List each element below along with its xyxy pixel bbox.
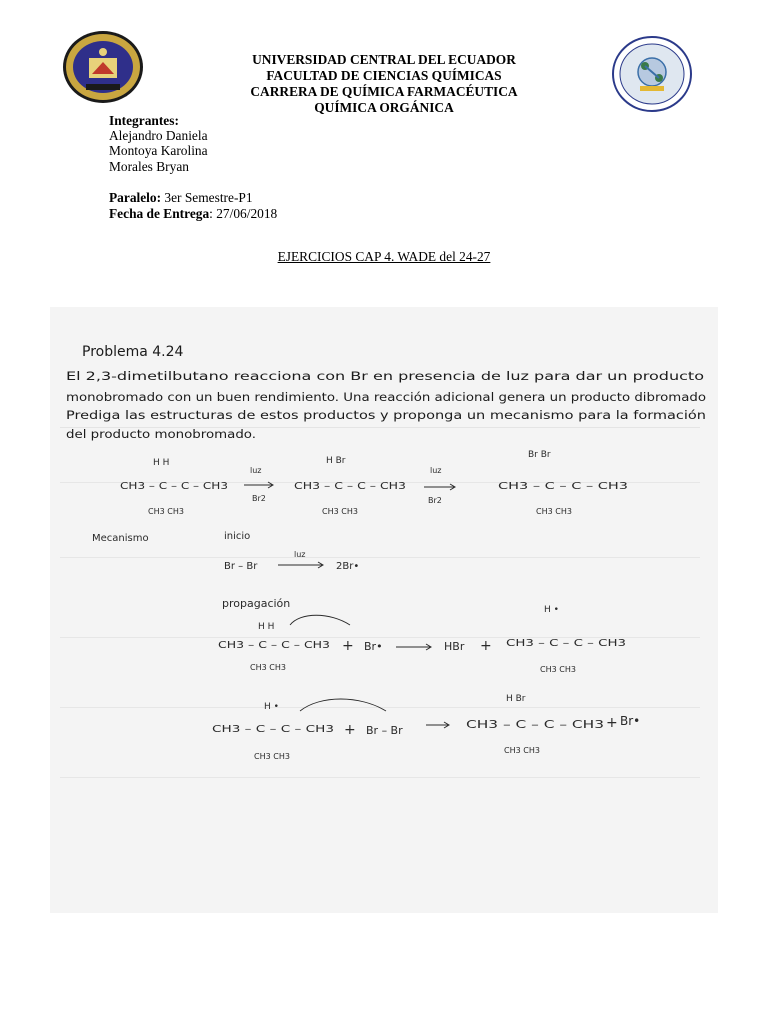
fecha-value: : 27/06/2018 <box>209 205 278 221</box>
substituent-label: CH3 CH3 <box>536 507 572 516</box>
university-name: UNIVERSIDAD CENTRAL DEL ECUADOR <box>252 52 516 67</box>
statement-line: monobromado con un buen rendimiento. Una reacción adicional genera un producto dibromado <box>66 390 707 404</box>
substituent-label: H Br <box>326 456 346 466</box>
step1-reactant: CH3 – C – C – CH3 <box>218 640 330 651</box>
subject-name: QUÍMICA ORGÁNICA <box>314 100 454 115</box>
paralelo-label: Paralelo: <box>109 190 162 205</box>
arrow-condition: luz <box>250 466 262 475</box>
fecha-line <box>109 206 277 222</box>
paralelo-line <box>109 190 277 206</box>
faculty-name: FACULTAD DE CIENCIAS QUÍMICAS <box>266 68 502 83</box>
propagation-step-1 <box>218 605 626 674</box>
substituent-label: CH3 CH3 <box>540 665 576 674</box>
bromine-radical: Br• <box>364 640 383 653</box>
initiation-label: inicio <box>224 531 251 542</box>
bromine-radical: Br• <box>620 714 641 728</box>
propagation-label: propagación <box>222 597 291 610</box>
member-name: Morales Bryan <box>109 158 189 174</box>
mechanism-label: Mecanismo <box>92 533 149 544</box>
problem-title: Problema 4.24 <box>82 344 184 360</box>
document-header <box>200 52 568 116</box>
propagation-step-2 <box>212 694 640 761</box>
substituent-label: H H <box>258 622 275 632</box>
substituent-label: H H <box>153 458 170 468</box>
hbr-product: HBr <box>444 640 465 653</box>
substituent-label: CH3 CH3 <box>250 663 286 672</box>
fecha-label: Fecha de Entrega <box>109 205 210 221</box>
arrow-condition: luz <box>430 466 442 475</box>
initiation-condition: luz <box>294 550 306 559</box>
substituent-label: H Br <box>506 694 526 704</box>
arrow-reagent: Br2 <box>428 496 442 505</box>
bromine-reagent: Br – Br <box>366 724 403 737</box>
substituent-label: CH3 CH3 <box>504 746 540 755</box>
reactant-formula: CH3 – C – C – CH3 <box>120 481 228 492</box>
step1-radical-product: CH3 – C – C – CH3 <box>506 638 626 649</box>
statement-line: del producto monobromado. <box>66 427 256 441</box>
product1-formula: CH3 – C – C – CH3 <box>294 481 406 492</box>
step2-product: CH3 – C – C – CH3 <box>466 718 604 731</box>
career-name: CARRERA DE QUÍMICA FARMACÉUTICA <box>250 84 518 99</box>
members-block <box>109 113 208 174</box>
members-label: Integrantes: <box>109 113 179 128</box>
substituent-label: CH3 CH3 <box>148 507 184 516</box>
member-name: Montoya Karolina <box>109 143 208 159</box>
plus-sign: + <box>342 638 354 654</box>
plus-sign: + <box>344 722 356 738</box>
reaction-equation <box>120 450 628 516</box>
member-name: Alejandro Daniela <box>109 128 208 144</box>
exercise-title: EJERCICIOS CAP 4. WADE del 24-27 <box>277 249 491 264</box>
plus-sign: + <box>606 715 618 731</box>
paralelo-value: 3er Semestre-P1 <box>161 190 253 205</box>
initiation-reactant: Br – Br <box>224 561 258 572</box>
substituent-label: H • <box>544 605 559 615</box>
product2-formula: CH3 – C – C – CH3 <box>498 481 628 492</box>
statement-line: El 2,3-dimetilbutano reacciona con Br en presencia de luz para dar un producto <box>66 369 705 383</box>
substituent-label: CH3 CH3 <box>254 752 290 761</box>
statement-line: Prediga las estructuras de estos productos y proponga un mecanismo para la formación <box>66 408 706 422</box>
step2-reactant: CH3 – C – C – CH3 <box>212 724 334 735</box>
arrow-reagent: Br2 <box>252 494 266 503</box>
meta-block <box>109 190 277 221</box>
substituent-label: CH3 CH3 <box>322 507 358 516</box>
substituent-label: H • <box>264 702 279 712</box>
plus-sign: + <box>480 638 492 654</box>
initiation-product: 2Br• <box>336 561 360 572</box>
university-seal-logo <box>62 30 144 104</box>
substituent-label: Br Br <box>528 450 551 460</box>
faculty-logo <box>612 36 692 112</box>
handwritten-scan <box>50 307 718 913</box>
